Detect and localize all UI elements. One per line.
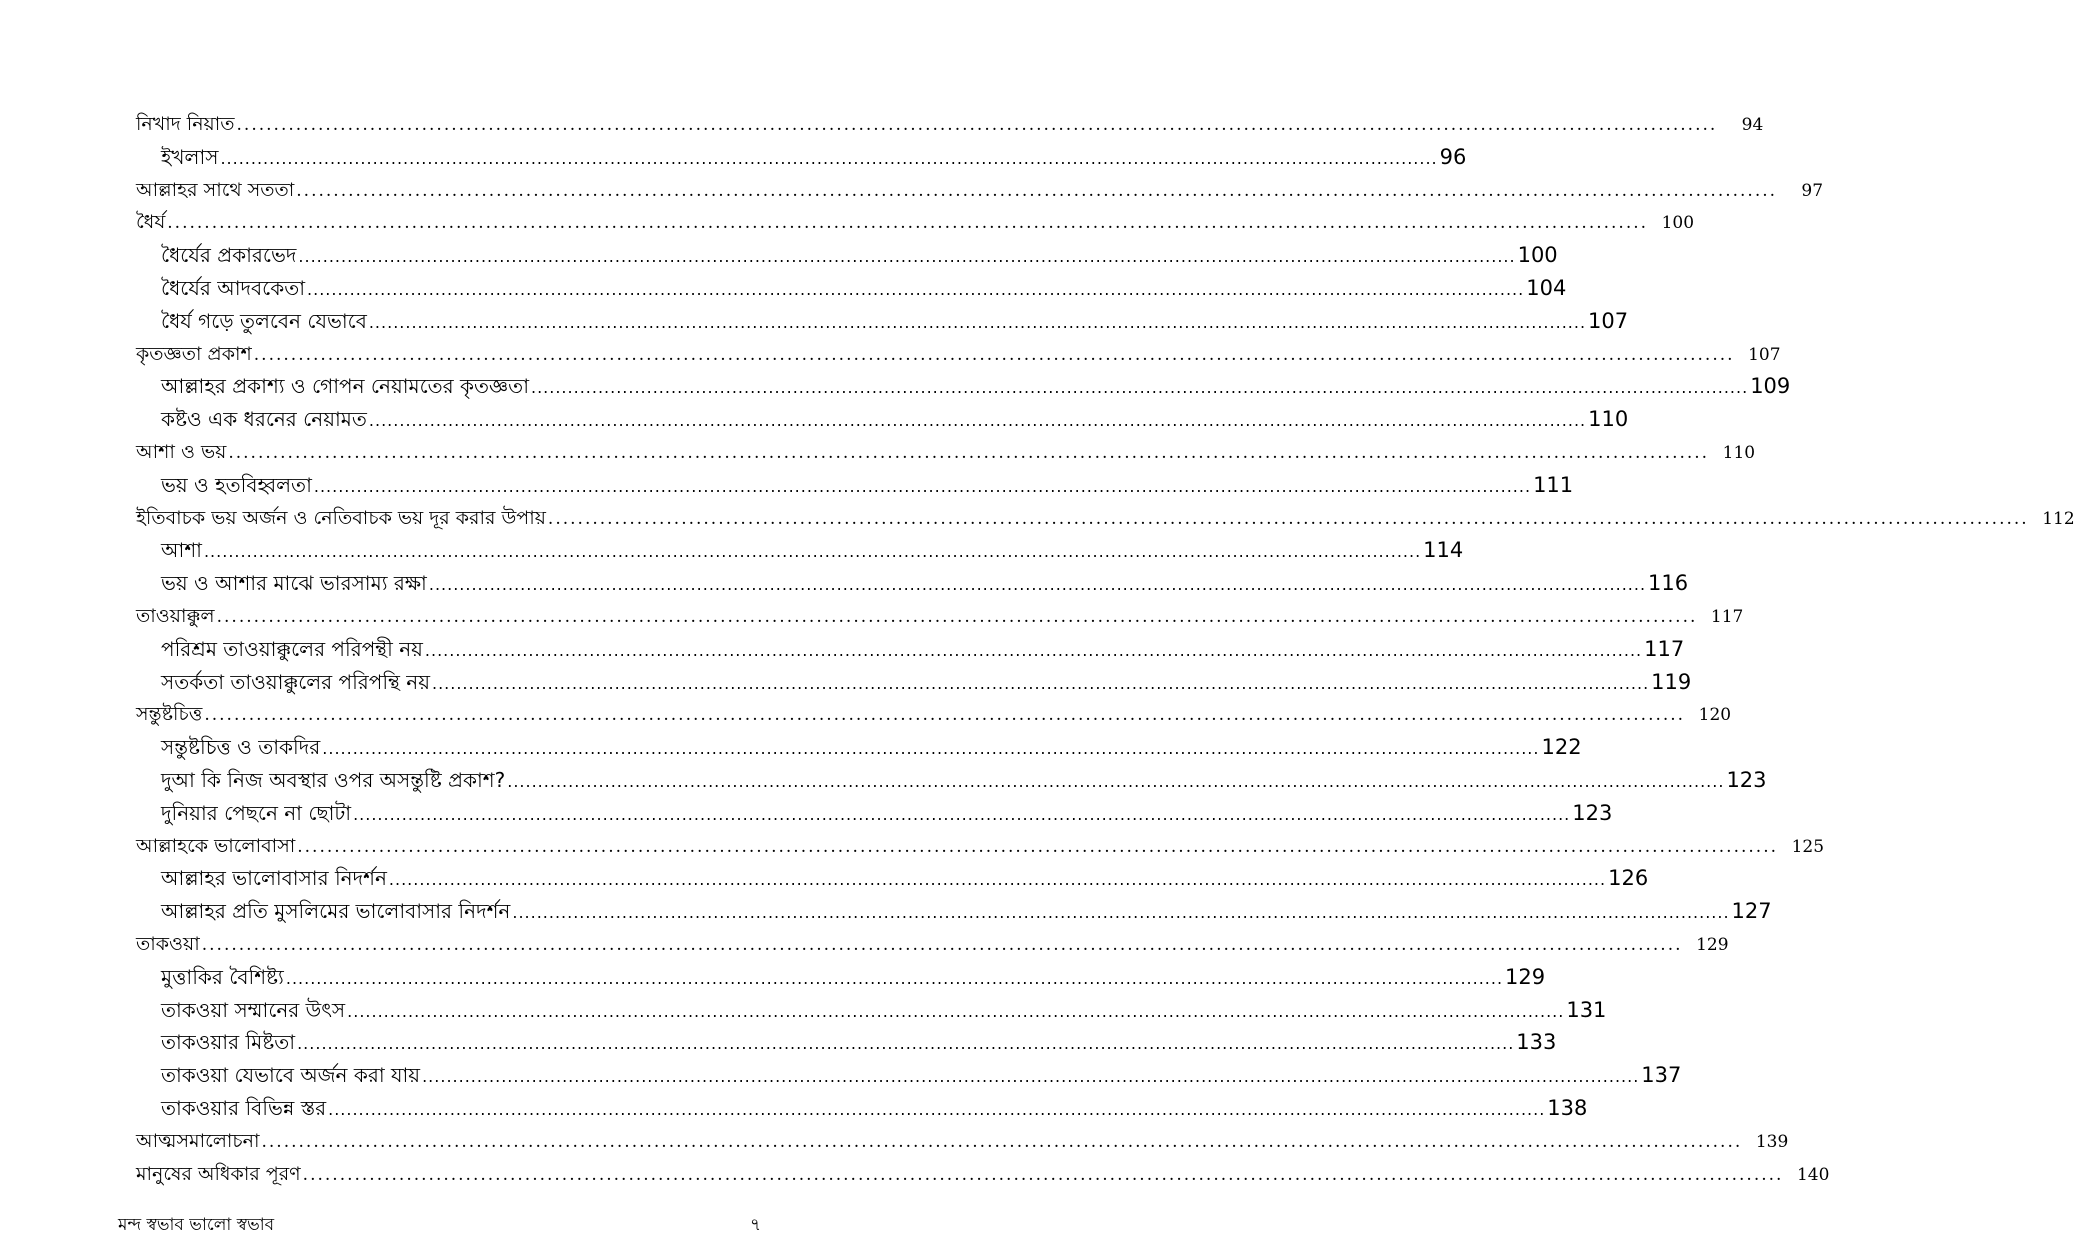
dot-leader: ........................................................................................................................................................................................................ [353, 804, 1571, 824]
toc-entry-title: তাকওয়ার মিষ্টতা [161, 1030, 296, 1055]
toc-entry [136, 438, 1756, 471]
toc-page-number: 120 [1698, 705, 1732, 726]
toc-entry [136, 930, 1729, 963]
toc-page-number: 116 [1648, 571, 1689, 596]
toc-entry-title: সতর্কতা তাওয়াক্কুলের পরিপন্থি নয় [161, 669, 430, 694]
dot-leader: ........................................................................................................................................................................................................ [201, 934, 1683, 955]
toc-page-number: 97 [1801, 180, 1824, 201]
toc-subentry [136, 963, 1546, 996]
toc-subentry [136, 143, 1467, 176]
dot-leader: ........................................................................................................................................................................................................ [296, 180, 1778, 201]
toc-page-number: 129 [1505, 964, 1546, 989]
toc-entry [136, 504, 2075, 537]
toc-subentry [136, 471, 1574, 504]
toc-subentry [136, 864, 1649, 897]
dot-leader: ........................................................................................................................................................................................................ [313, 476, 1532, 496]
toc-page-number: 100 [1517, 243, 1558, 268]
toc-page-number: 139 [1755, 1131, 1789, 1152]
dot-leader: ........................................................................................................................................................................................................ [424, 640, 1643, 660]
toc-page-number: 119 [1651, 669, 1692, 694]
dot-leader: ........................................................................................................................................................................................................ [547, 508, 2029, 529]
dot-leader: ........................................................................................................................................................................................................ [422, 1067, 1640, 1087]
toc-entry-title: তাকওয়া যেভাবে অর্জন করা যায় [161, 1063, 421, 1088]
dot-leader: ........................................................................................................................................................................................................ [322, 739, 1540, 759]
toc-entry-title: তাওয়াক্কুল [136, 604, 215, 627]
toc-entry-title: কষ্টও এক ধরনের নেয়ামত [161, 407, 367, 432]
toc-page-number: 122 [1541, 735, 1582, 760]
toc-subentry [136, 1028, 1557, 1061]
toc-entry-title: কৃতজ্ঞতা প্রকাশ [136, 342, 252, 365]
dot-leader: ........................................................................................................................................................................................................ [167, 213, 1649, 234]
toc-entry-title: ভয় ও হতবিহ্বলতা [161, 472, 312, 497]
dot-leader: ........................................................................................................................................................................................................ [428, 575, 1647, 595]
toc-entry-title: আল্লাহর সাথে সততা [136, 178, 295, 201]
table-of-contents [136, 110, 2075, 1192]
toc-page-number: 100 [1661, 213, 1695, 234]
toc-page-number: 117 [1644, 636, 1685, 661]
toc-subentry [136, 635, 1685, 668]
dot-leader: ........................................................................................................................................................................................................ [368, 312, 1587, 332]
toc-page-number: 138 [1547, 1095, 1588, 1120]
dot-leader: ........................................................................................................................................................................................................ [297, 836, 1779, 857]
toc-page-number: 123 [1572, 800, 1613, 825]
toc-entry-title: আল্লাহর ভালোবাসার নিদর্শন [161, 866, 387, 891]
toc-page-number: 107 [1748, 344, 1781, 365]
dot-leader: ........................................................................................................................................................................................................ [216, 606, 1698, 627]
toc-entry-title: দুআ কি নিজ অবস্থার ওপর অসন্তুষ্টি প্রকাশ? [161, 767, 506, 792]
dot-leader: ........................................................................................................................................................................................................ [228, 442, 1710, 463]
dot-leader: ........................................................................................................................................................................................................ [253, 344, 1735, 365]
dot-leader: ........................................................................................................................................................................................................ [302, 1164, 1784, 1185]
toc-entry-title: ইখলাস [161, 144, 219, 169]
dot-leader: ........................................................................................................................................................................................................ [204, 705, 1686, 726]
toc-entry-title: আল্লাহকে ভালোবাসা [136, 834, 296, 857]
toc-subentry [136, 307, 1629, 340]
toc-subentry [136, 1094, 1588, 1127]
toc-entry-title: ধৈর্যের আদবকেতা [161, 275, 306, 300]
running-title: মন্দ স্বভাব ভালো স্বভাব [118, 1215, 275, 1235]
toc-entry [136, 1127, 1789, 1160]
toc-subentry [136, 274, 1567, 307]
toc-subentry [136, 569, 1689, 602]
toc-page-number: 96 [1439, 144, 1467, 169]
toc-entry [136, 110, 1764, 143]
toc-page-number: 123 [1726, 767, 1767, 792]
toc-subentry [136, 372, 1791, 405]
toc-entry-title: ভয় ও আশার মাঝে ভারসাম্য রক্ষা [161, 571, 427, 596]
toc-entry-title: মুত্তাকির বৈশিষ্ট্য [161, 964, 284, 989]
toc-page-number: 114 [1423, 538, 1464, 563]
toc-entry-title: নিখাদ নিয়াত [136, 113, 235, 135]
toc-subentry [136, 241, 1558, 274]
toc-entry-title: তাকওয়া [136, 932, 200, 955]
dot-leader: ........................................................................................................................................................................................................ [512, 903, 1730, 923]
toc-entry-title: ইতিবাচক ভয় অর্জন ও নেতিবাচক ভয় দূর করার উপায় [136, 506, 546, 529]
toc-entry-title: ধৈর্য গড়ে তুলবেন যেভাবে [161, 308, 367, 333]
toc-page-number: 140 [1796, 1164, 1830, 1185]
toc-entry [136, 700, 1732, 733]
toc-entry-title: আল্লাহর প্রতি মুসলিমের ভালোবাসার নিদর্শন [161, 899, 511, 924]
toc-page-number: 125 [1791, 836, 1825, 857]
toc-page-number: 126 [1608, 866, 1649, 891]
page-footer [118, 1212, 761, 1240]
toc-entry [136, 1160, 1830, 1193]
toc-page-number: 133 [1516, 1030, 1557, 1055]
dot-leader: ........................................................................................................................................................................................................ [507, 771, 1725, 791]
toc-entry-title: তাকওয়ার বিভিন্ন স্তর [161, 1095, 327, 1120]
dot-leader: ........................................................................................................................................................................................................ [236, 115, 1718, 135]
toc-entry [136, 176, 1824, 209]
toc-page-number: 109 [1750, 374, 1791, 399]
toc-entry-title: সন্তুষ্টচিত্ত [136, 703, 203, 726]
toc-page-number: 110 [1588, 407, 1629, 432]
toc-entry-title: আত্মসমালোচনা [136, 1129, 260, 1152]
toc-page-number: 137 [1641, 1063, 1682, 1088]
toc-entry [136, 602, 1744, 635]
toc-entry-title: সন্তুষ্টচিত্ত ও তাকদির [161, 735, 321, 760]
toc-entry-title: আল্লাহর প্রকাশ্য ও গোপন নেয়ামতের কৃতজ্ঞতা [161, 374, 529, 399]
toc-page-number: 107 [1588, 308, 1629, 333]
dot-leader: ........................................................................................................................................................................................................ [297, 1034, 1515, 1054]
toc-page-number: 129 [1696, 934, 1729, 955]
toc-entry-title: মানুষের অধিকার পূরণ [136, 1162, 301, 1185]
toc-page-number: 104 [1526, 275, 1567, 300]
dot-leader: ........................................................................................................................................................................................................ [531, 378, 1749, 398]
toc-subentry [136, 996, 1607, 1029]
toc-page-number: 112 [2042, 508, 2075, 529]
toc-subentry [136, 536, 1464, 569]
toc-subentry [136, 1061, 1682, 1094]
toc-page-number: 131 [1566, 997, 1607, 1022]
toc-entry-title: দুনিয়ার পেছনে না ছোটা [161, 800, 352, 825]
dot-leader: ........................................................................................................................................................................................................ [220, 148, 1438, 168]
toc-subentry [136, 405, 1629, 438]
dot-leader: ........................................................................................................................................................................................................ [261, 1131, 1743, 1152]
dot-leader: ........................................................................................................................................................................................................ [431, 673, 1650, 693]
toc-subentry [136, 668, 1692, 701]
toc-subentry [136, 897, 1772, 930]
dot-leader: ........................................................................................................................................................................................................ [298, 247, 1516, 267]
toc-entry-title: ধৈর্যের প্রকারভেদ [161, 243, 297, 268]
dot-leader: ........................................................................................................................................................................................................ [328, 1099, 1546, 1119]
toc-page-number: 94 [1741, 115, 1764, 135]
toc-entry-title: পরিশ্রম তাওয়াক্কুলের পরিপন্থী নয় [161, 636, 423, 661]
toc-entry-title: আশা [161, 538, 202, 563]
folio-page-number: ৭ [749, 1215, 761, 1235]
toc-subentry [136, 733, 1582, 766]
dot-leader: ........................................................................................................................................................................................................ [285, 968, 1504, 988]
dot-leader: ........................................................................................................................................................................................................ [203, 542, 1422, 562]
toc-entry [136, 340, 1781, 373]
toc-subentry [136, 766, 1767, 799]
dot-leader: ........................................................................................................................................................................................................ [307, 279, 1525, 299]
toc-subentry [136, 799, 1613, 832]
toc-page-number: 111 [1533, 472, 1574, 497]
toc-page-number: 127 [1731, 899, 1772, 924]
toc-entry-title: আশা ও ভয় [136, 440, 227, 463]
dot-leader: ........................................................................................................................................................................................................ [368, 411, 1587, 431]
toc-entry [136, 832, 1825, 865]
dot-leader: ........................................................................................................................................................................................................ [388, 870, 1607, 890]
toc-entry-title: তাকওয়া সম্মানের উৎস [161, 997, 346, 1022]
toc-page-number: 110 [1722, 442, 1756, 463]
toc-page-number: 117 [1710, 606, 1744, 627]
toc-entry [136, 208, 1695, 241]
dot-leader: ........................................................................................................................................................................................................ [347, 1001, 1565, 1021]
toc-entry-title: ধৈর্য [136, 211, 166, 234]
